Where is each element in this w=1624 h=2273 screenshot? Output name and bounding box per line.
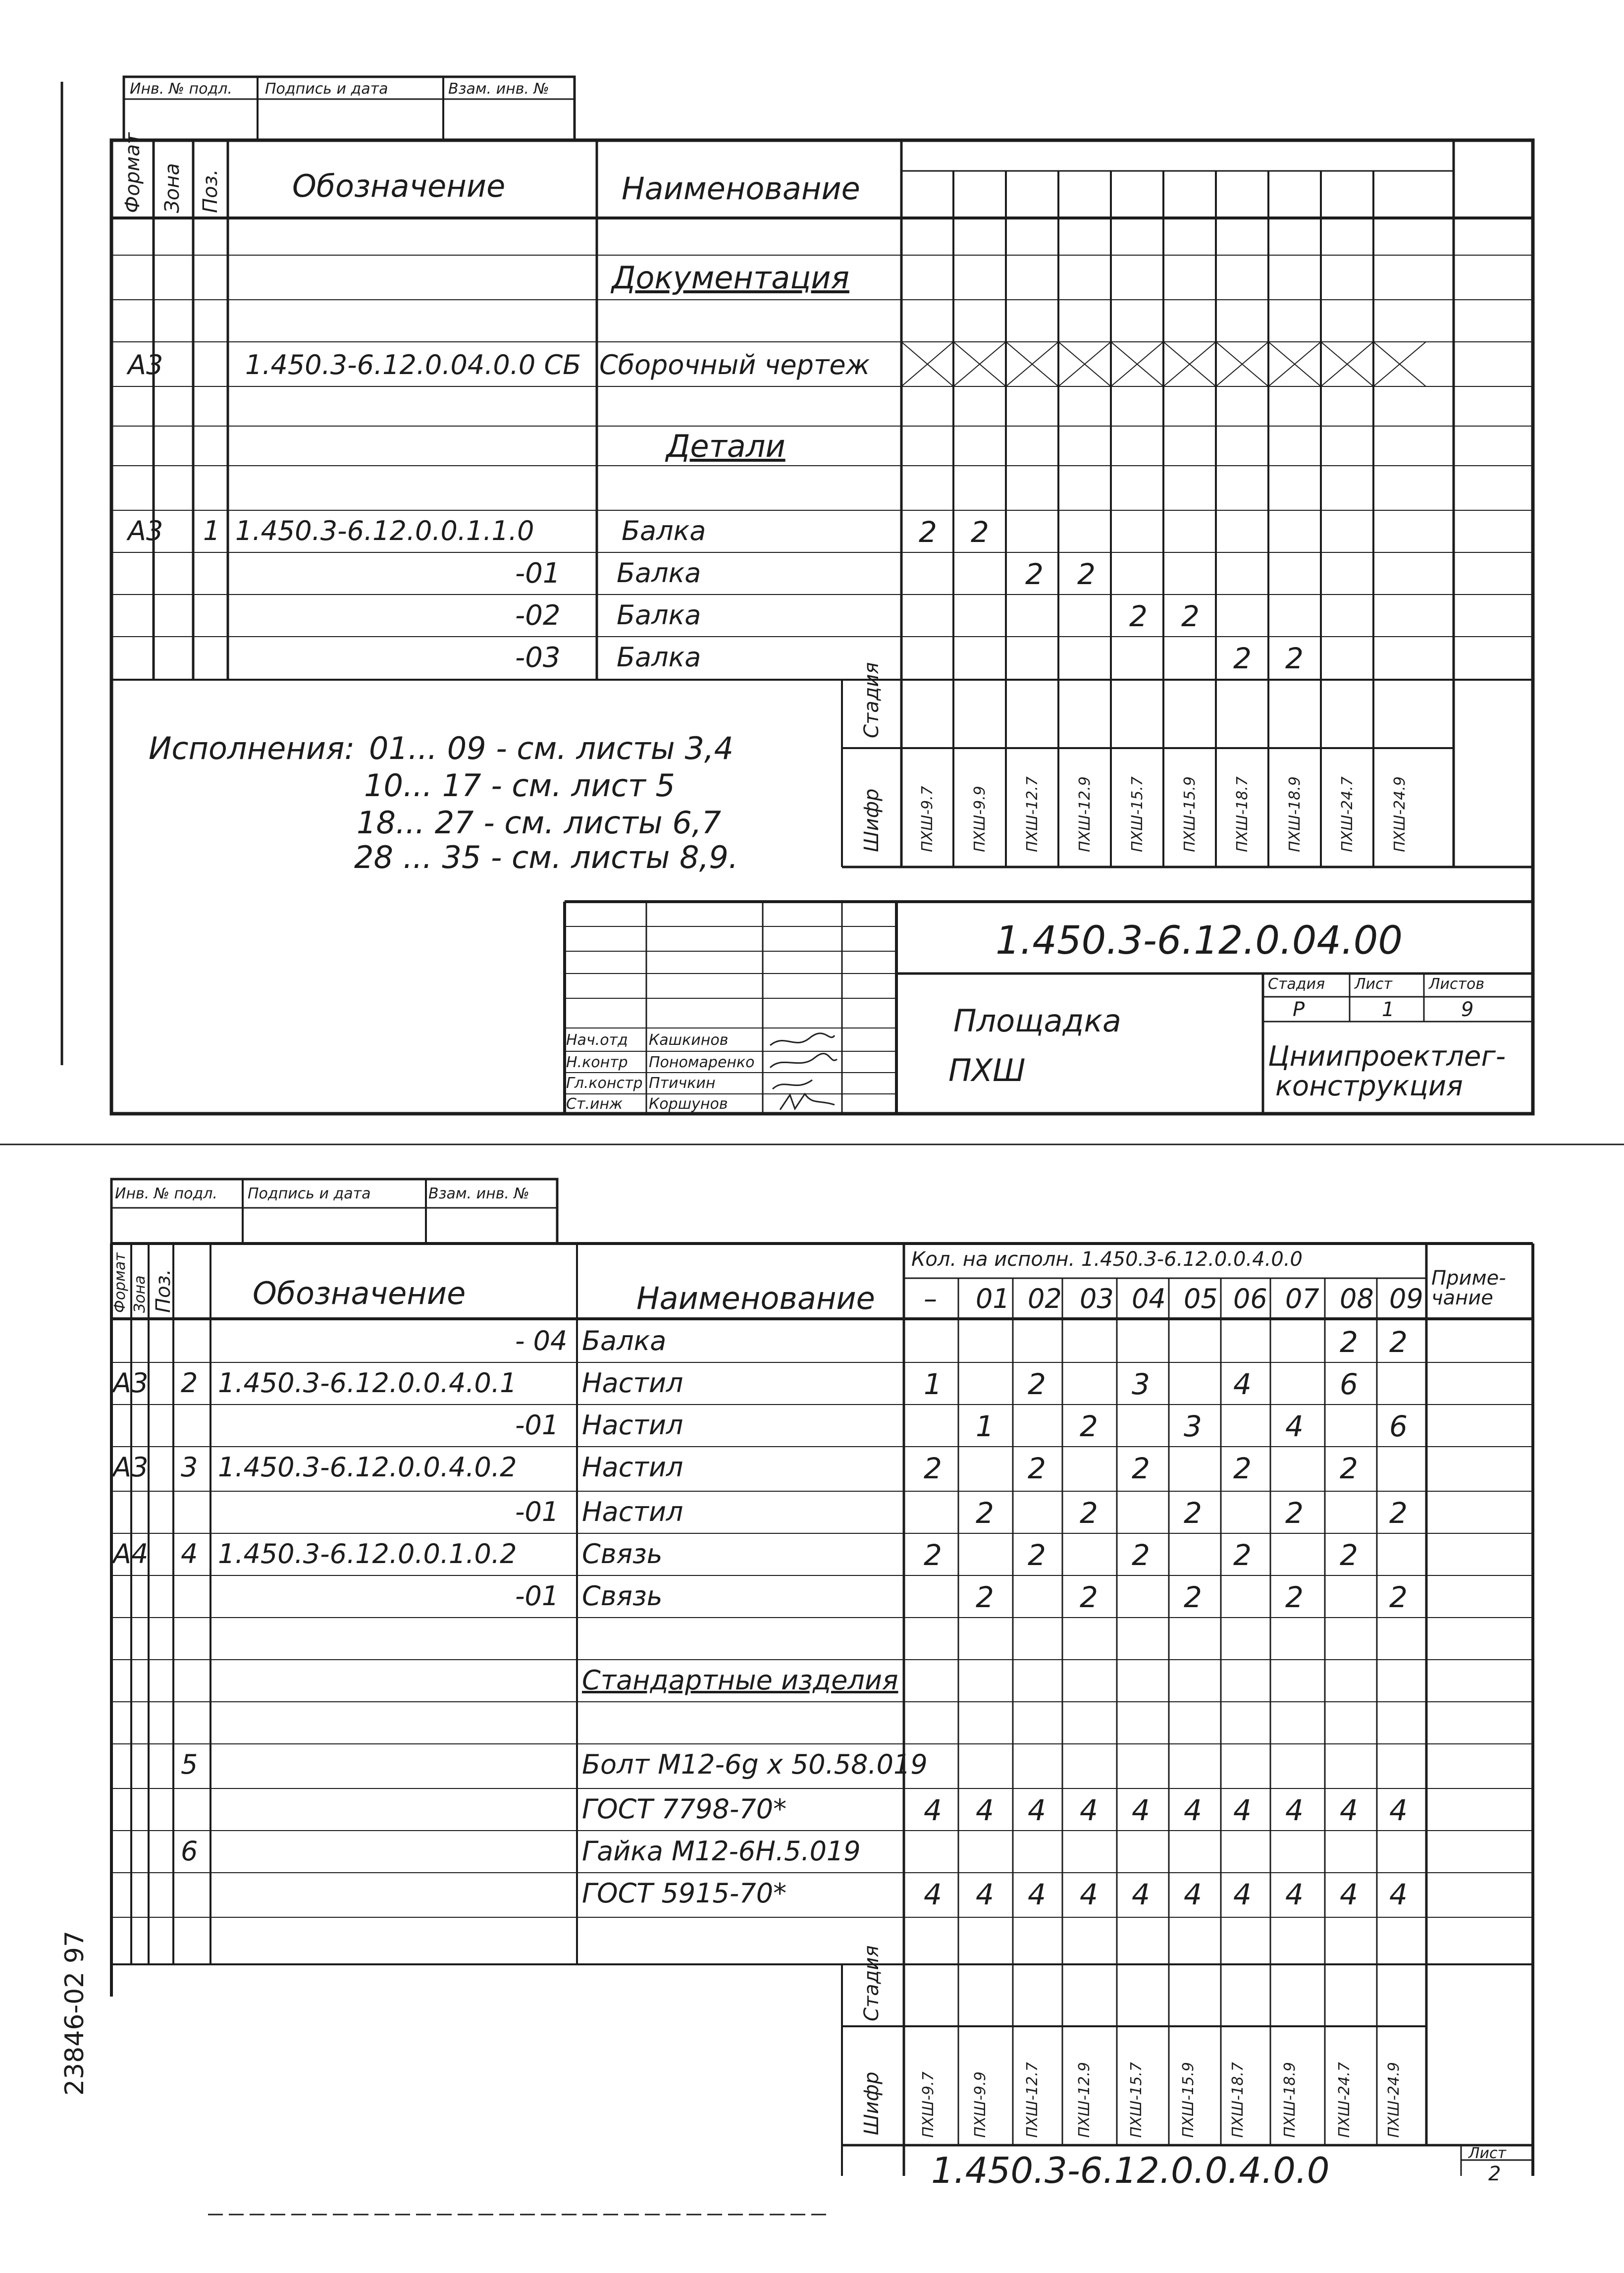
qty-cell: 2	[1132, 1538, 1150, 1572]
row-name: Балка	[617, 642, 701, 673]
qty-cell: 2	[924, 1538, 942, 1572]
qty-cell: 2	[1184, 1496, 1202, 1530]
variant-header: 06	[1233, 1283, 1267, 1314]
note-line: 10... 17 - см. лист 5	[364, 767, 675, 804]
row-name: Настил	[582, 1367, 683, 1399]
qty-cell: 4	[976, 1793, 994, 1827]
lists-value: 9	[1461, 998, 1474, 1021]
qty-cell: 4	[976, 1878, 994, 1911]
qty-cell: 2	[1028, 1452, 1046, 1485]
qty-cell: 2	[1389, 1580, 1408, 1614]
header-pos: Поз.	[199, 169, 222, 213]
variant-header: 08	[1340, 1283, 1374, 1314]
row-name: Стандартные изделия	[582, 1665, 898, 1696]
qty-cell: 2	[1077, 557, 1096, 591]
row-designation: 1.450.3-6.12.0.04.0.0 СБ	[245, 349, 581, 380]
signer-name: Птичкин	[649, 1075, 716, 1092]
variant-header: 01	[976, 1283, 1010, 1314]
qty-cell: 6	[1340, 1367, 1358, 1401]
header-qty-title: Кол. на исполн. 1.450.3-6.12.0.0.4.0.0	[911, 1248, 1303, 1271]
cipher: ПХШ-9.9	[971, 786, 989, 852]
qty-cell: 2	[1233, 1452, 1252, 1485]
qty-cell: 4	[1233, 1793, 1252, 1827]
cipher: ПХШ-24.7	[1339, 776, 1356, 852]
variant-header: 04	[1132, 1283, 1166, 1314]
row-pos: 6	[181, 1836, 198, 1867]
qty-cell: 3	[1132, 1367, 1150, 1401]
row-designation: - 04	[515, 1325, 568, 1356]
note-line: 01... 09 - см. листы 3,4	[369, 730, 734, 766]
qty-cell: 2	[1080, 1496, 1098, 1530]
qty-cell: 2	[1285, 1580, 1304, 1614]
row-name: Настил	[582, 1496, 683, 1527]
cipher: ПХШ-15.9	[1181, 776, 1199, 852]
cipher: ПХШ-15.9	[1180, 2062, 1197, 2138]
signature-marks	[765, 1030, 839, 1112]
row-designation: 1.450.3-6.12.0.0.4.0.1	[218, 1367, 517, 1399]
section-docs: Документация	[612, 260, 849, 296]
row-name: ГОСТ 7798-70*	[582, 1793, 787, 1825]
signer-role: Гл.констр	[566, 1075, 643, 1092]
row-name: Болт М12-6g x 50.58.019	[582, 1749, 928, 1780]
list-label: Лист	[1355, 975, 1393, 993]
qty-cell: 2	[924, 1452, 942, 1485]
qty-cell: 2	[919, 515, 937, 549]
variant-header: 03	[1080, 1283, 1114, 1314]
qty-cell: 6	[1389, 1409, 1408, 1443]
side-stamp: 23846-02 97	[60, 1930, 90, 2096]
header-name: Наименование	[622, 170, 860, 207]
row-format: А4	[113, 1538, 149, 1569]
qty-cell: 4	[1132, 1793, 1150, 1827]
cipher: ПХШ-24.9	[1385, 2062, 1403, 2138]
cipher: ПХШ-12.9	[1076, 2062, 1093, 2138]
qty-cell: 4	[1389, 1793, 1408, 1827]
cipher: ПХШ-12.9	[1076, 776, 1094, 852]
org-line1: Цниипроектлег-	[1268, 1040, 1506, 1073]
section-parts: Детали	[666, 428, 786, 464]
qty-cell: 4	[1080, 1793, 1098, 1827]
qty-cell: 4	[1028, 1793, 1046, 1827]
stamp-sign: Подпись и дата	[248, 1185, 371, 1202]
row-pos: 2	[181, 1367, 198, 1399]
qty-cell: 4	[1340, 1878, 1358, 1911]
row-name: Сборочный чертеж	[599, 349, 870, 380]
row-designation: -02	[515, 599, 561, 632]
qty-cell: 4	[1184, 1878, 1202, 1911]
cipher: ПХШ-18.7	[1234, 776, 1251, 852]
lists-label: Листов	[1429, 975, 1485, 993]
variant-header: 02	[1028, 1283, 1062, 1314]
cipher: ПХШ-9.9	[972, 2071, 989, 2138]
qty-cell: 2	[1340, 1452, 1358, 1485]
note-line: 28 ... 35 - см. листы 8,9.	[354, 839, 738, 875]
qty-cell: 2	[1340, 1538, 1358, 1572]
doc-number: 1.450.3-6.12.0.04.00	[995, 919, 1403, 963]
row-name: Балка	[622, 515, 706, 546]
row-designation: -01	[515, 1409, 559, 1441]
signer-name: Коршунов	[649, 1095, 728, 1113]
row-name: Балка	[617, 557, 701, 589]
qty-cell: 1	[976, 1409, 994, 1443]
stage-label: Стадия	[860, 662, 883, 738]
qty-cell: 3	[1184, 1409, 1202, 1443]
doc-number: 1.450.3-6.12.0.0.4.0.0	[931, 2150, 1330, 2191]
cipher: ПХШ-12.7	[1024, 776, 1041, 852]
qty-cell: 2	[1285, 642, 1304, 675]
qty-cell: 2	[1340, 1325, 1358, 1359]
signer-role: Ст.инж	[566, 1095, 623, 1113]
row-name: Балка	[617, 599, 701, 631]
stadia-value: Р	[1293, 998, 1305, 1021]
row-pos: 5	[181, 1749, 198, 1780]
qty-cell: 2	[1181, 599, 1200, 633]
qty-cell: 2	[1233, 642, 1252, 675]
qty-cell: 2	[1389, 1325, 1408, 1359]
qty-cell: 2	[1389, 1496, 1408, 1530]
qty-cell: 4	[1184, 1793, 1202, 1827]
header-format: Формат	[111, 1252, 129, 1313]
list-label: Лист	[1468, 2145, 1507, 2162]
cipher: ПХШ-18.9	[1286, 776, 1304, 852]
cipher: ПХШ-24.9	[1391, 776, 1409, 852]
list-value: 1	[1382, 998, 1395, 1021]
cipher: ПХШ-12.7	[1024, 2062, 1041, 2138]
row-name: Гайка М12-6Н.5.019	[582, 1836, 861, 1867]
stamp-vzam: Взам. инв. №	[428, 1185, 529, 1202]
row-name: Связь	[582, 1538, 663, 1569]
row-name: Связь	[582, 1580, 663, 1612]
qty-cell: 2	[1080, 1409, 1098, 1443]
cipher: ПХШ-9.7	[920, 2071, 937, 2138]
row-name: Настил	[582, 1409, 683, 1441]
org-line2: конструкция	[1275, 1070, 1463, 1102]
signer-role: Нач.отд	[566, 1031, 628, 1049]
qty-cell: 4	[1389, 1878, 1408, 1911]
cipher: ПХШ-15.7	[1128, 2062, 1145, 2138]
stage-label: Стадия	[860, 1945, 883, 2021]
qty-cell: 2	[1132, 1452, 1150, 1485]
row-pos: 1	[203, 515, 220, 546]
qty-cell: 2	[976, 1580, 994, 1614]
stadia-label: Стадия	[1268, 975, 1325, 993]
qty-cell: 4	[924, 1793, 942, 1827]
stamp-vzam: Взам. инв. №	[448, 80, 549, 98]
qty-cell: 2	[976, 1496, 994, 1530]
row-format: А3	[113, 1367, 149, 1399]
qty-cell: 4	[1028, 1878, 1046, 1911]
signer-role: Н.контр	[566, 1054, 628, 1071]
header-name: Наименование	[636, 1280, 875, 1316]
header-format: Формат	[121, 132, 144, 213]
qty-cell: 4	[1340, 1793, 1358, 1827]
cipher: ПХШ-18.7	[1229, 2062, 1247, 2138]
cipher: ПХШ-24.7	[1336, 2062, 1353, 2138]
qty-cell: 4	[1233, 1367, 1252, 1401]
stamp-inv: Инв. № подл.	[130, 80, 232, 98]
note-line: 18... 27 - см. листы 6,7	[357, 805, 722, 841]
qty-cell: 2	[1129, 599, 1148, 633]
signer-name: Пономаренко	[649, 1054, 755, 1071]
qty-cell: 4	[1132, 1878, 1150, 1911]
qty-cell: 4	[1080, 1878, 1098, 1911]
qty-cell: 4	[1285, 1793, 1304, 1827]
qty-cell: 4	[1285, 1878, 1304, 1911]
qty-cell: 1	[924, 1367, 942, 1401]
signer-name: Кашкинов	[649, 1031, 729, 1049]
header-designation: Обозначение	[253, 1275, 466, 1311]
qty-cell: 4	[924, 1878, 942, 1911]
row-format: А3	[113, 1452, 149, 1483]
row-pos: 3	[181, 1452, 198, 1483]
variant-header: 07	[1285, 1283, 1319, 1314]
row-designation: -03	[515, 642, 561, 674]
row-pos: 4	[181, 1538, 198, 1569]
header-pos: Поз.	[152, 1269, 175, 1313]
stamp-inv: Инв. № подл.	[115, 1185, 217, 1202]
qty-cell: 4	[1285, 1409, 1304, 1443]
cipher-label: Шифр	[860, 2071, 883, 2135]
header-designation: Обозначение	[292, 168, 506, 204]
qty-cell: 2	[1184, 1580, 1202, 1614]
row-designation: -01	[515, 1580, 559, 1612]
cipher: ПХШ-9.7	[919, 786, 936, 852]
header-note: Приме-чание	[1431, 1267, 1506, 1309]
note-title: Исполнения:	[149, 730, 355, 766]
qty-cell: 2	[1025, 557, 1044, 591]
row-name: ГОСТ 5915-70*	[582, 1878, 787, 1909]
row-name: Настил	[582, 1452, 683, 1483]
stamp-sign: Подпись и дата	[265, 80, 388, 98]
variant-header: 05	[1184, 1283, 1218, 1314]
row-designation: -01	[515, 557, 561, 590]
cipher-label: Шифр	[860, 788, 883, 852]
qty-cell: 4	[1233, 1878, 1252, 1911]
cipher: ПХШ-15.7	[1129, 776, 1146, 852]
row-designation: 1.450.3-6.12.0.0.1.1.0	[235, 515, 534, 546]
header-zone: Зона	[161, 163, 184, 213]
cipher: ПХШ-18.9	[1281, 2062, 1299, 2138]
row-format: А3	[128, 349, 163, 380]
row-format: А3	[128, 515, 163, 546]
title-line2: ПХШ	[948, 1052, 1026, 1088]
qty-cell: 2	[1285, 1496, 1304, 1530]
row-name: Балка	[582, 1325, 667, 1356]
qty-cell: 2	[1028, 1538, 1046, 1572]
qty-cell: 2	[1233, 1538, 1252, 1572]
qty-cell: 2	[971, 515, 989, 549]
list-value: 2	[1488, 2163, 1501, 2185]
row-designation: -01	[515, 1496, 559, 1527]
variant-header: 09	[1389, 1283, 1423, 1314]
row-designation: 1.450.3-6.12.0.0.1.0.2	[218, 1538, 517, 1569]
title-line1: Площадка	[953, 1003, 1121, 1039]
qty-cell: 2	[1028, 1367, 1046, 1401]
row-designation: 1.450.3-6.12.0.0.4.0.2	[218, 1452, 517, 1483]
header-zone: Зона	[131, 1275, 149, 1313]
qty-cell: 2	[1080, 1580, 1098, 1614]
variant-header: –	[924, 1283, 937, 1314]
